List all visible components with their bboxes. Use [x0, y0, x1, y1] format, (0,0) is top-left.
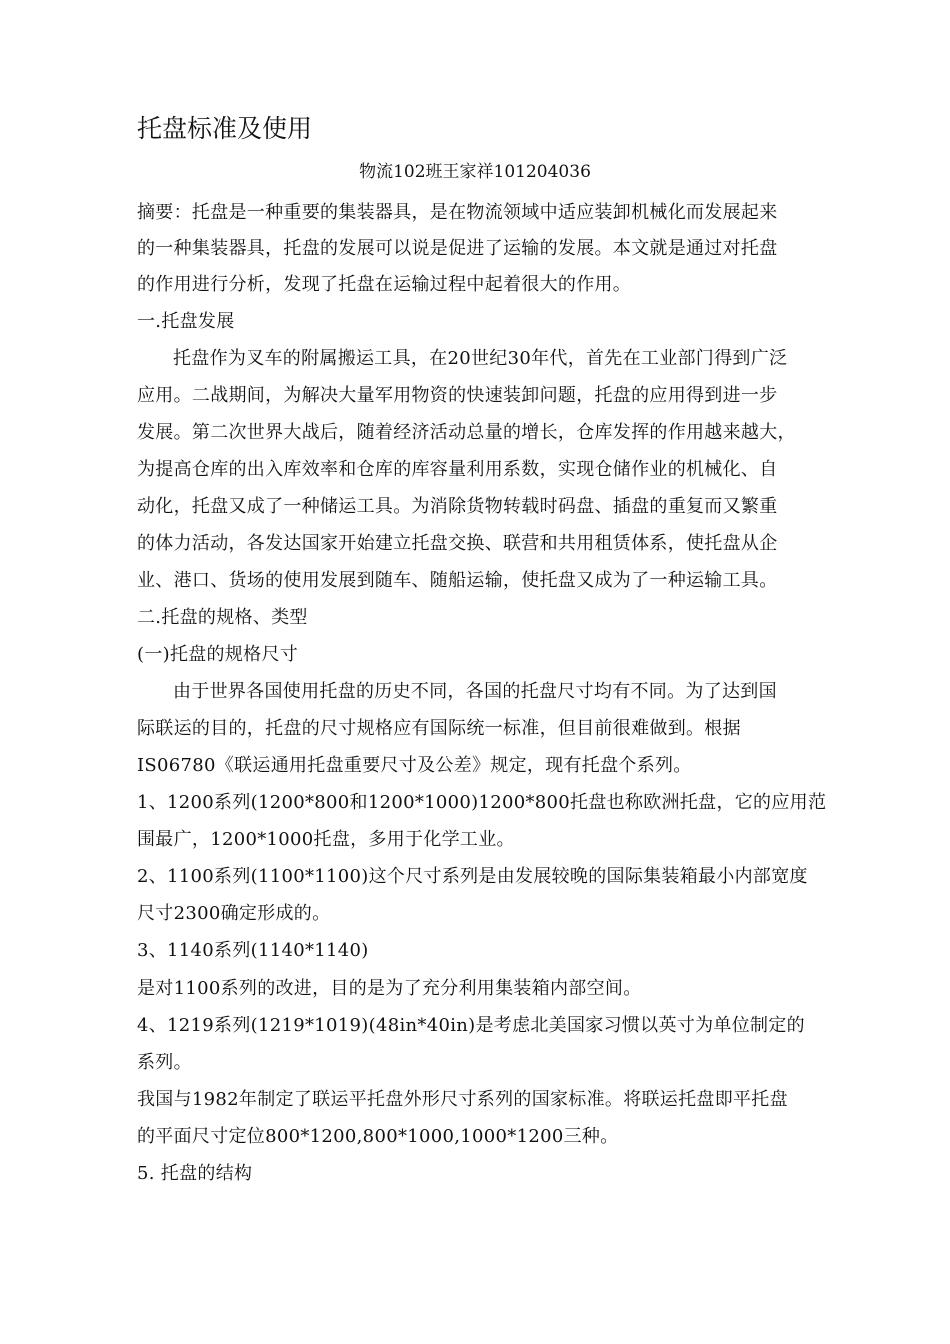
body-line: 动化，托盘又成了一种储运工具。为消除货物转载时码盘、插盘的重复而又繁重 — [137, 496, 778, 517]
body-line: 的平面尺寸定位800*1200,800*1000,1000*1200三种。 — [137, 1126, 619, 1147]
body-line: 托盘作为叉车的附属搬运工具，在20世纪30年代，首先在工业部门得到广泛 — [173, 348, 788, 369]
list-item-line: 尺寸2300确定形成的。 — [137, 903, 331, 924]
body-line: 由于世界各国使用托盘的历史不同，各国的托盘尺寸均有不同。为了达到国 — [173, 681, 777, 702]
body-line: 际联运的目的，托盘的尺寸规格应有国际统一标准，但目前很难做到。根据 — [137, 718, 741, 739]
section-heading: 一.托盘发展 — [137, 311, 235, 332]
list-item-line: 1、1200系列(1200*800和1200*1000)1200*800托盘也称欧洲托盘，它的应用范 — [137, 792, 827, 813]
list-item-line: 3、1140系列(1140*1140) — [137, 940, 369, 961]
list-item-line: 系列。 — [137, 1052, 192, 1073]
body-line: 发展。第二次世界大战后，随着经济活动总量的增长，仓库发挥的作用越来越大， — [137, 422, 796, 443]
abstract-line: 的一种集装器具，托盘的发展可以说是促进了运输的发展。本文就是通过对托盘 — [137, 238, 778, 259]
list-item-line: 2、1100系列(1100*1100)这个尺寸系列是由发展较晚的国际集装箱最小内部宽度 — [137, 866, 808, 887]
document-title: 托盘标准及使用 — [137, 114, 313, 143]
section-heading: 5. 托盘的结构 — [137, 1163, 253, 1184]
list-item-line: 是对1100系列的改进，目的是为了充分利用集装箱内部空间。 — [137, 978, 642, 999]
author-byline: 物流102班王家祥101204036 — [359, 162, 591, 182]
section-heading: 二.托盘的规格、类型 — [137, 607, 308, 628]
body-line: IS06780《联运通用托盘重要尺寸及公差》规定，现有托盘个系列。 — [137, 755, 692, 776]
subsection-heading: (一)托盘的规格尺寸 — [137, 644, 299, 665]
body-line: 业、港口、货场的使用发展到随车、随船运输，使托盘又成为了一种运输工具。 — [137, 570, 778, 591]
abstract-line: 的作用进行分析，发现了托盘在运输过程中起着很大的作用。 — [137, 274, 632, 295]
body-line: 我国与1982年制定了联运平托盘外形尺寸系列的国家标准。将联运托盘即平托盘 — [137, 1089, 788, 1110]
body-line: 为提高仓库的出入库效率和仓库的库容量利用系数，实现仓储作业的机械化、自 — [137, 459, 778, 480]
body-line: 应用。二战期间，为解决大量军用物资的快速装卸问题，托盘的应用得到进一步 — [137, 385, 778, 406]
abstract-line: 摘要：托盘是一种重要的集装器具，是在物流领域中适应装卸机械化而发展起来 — [137, 202, 778, 223]
body-line: 的体力活动，各发达国家开始建立托盘交换、联营和共用租赁体系，使托盘从企 — [137, 533, 778, 554]
list-item-line: 4、1219系列(1219*1019)(48in*40in)是考虑北美国家习惯以英寸为单位制定的 — [137, 1015, 805, 1036]
list-item-line: 围最广，1200*1000托盘，多用于化学工业。 — [137, 829, 515, 850]
